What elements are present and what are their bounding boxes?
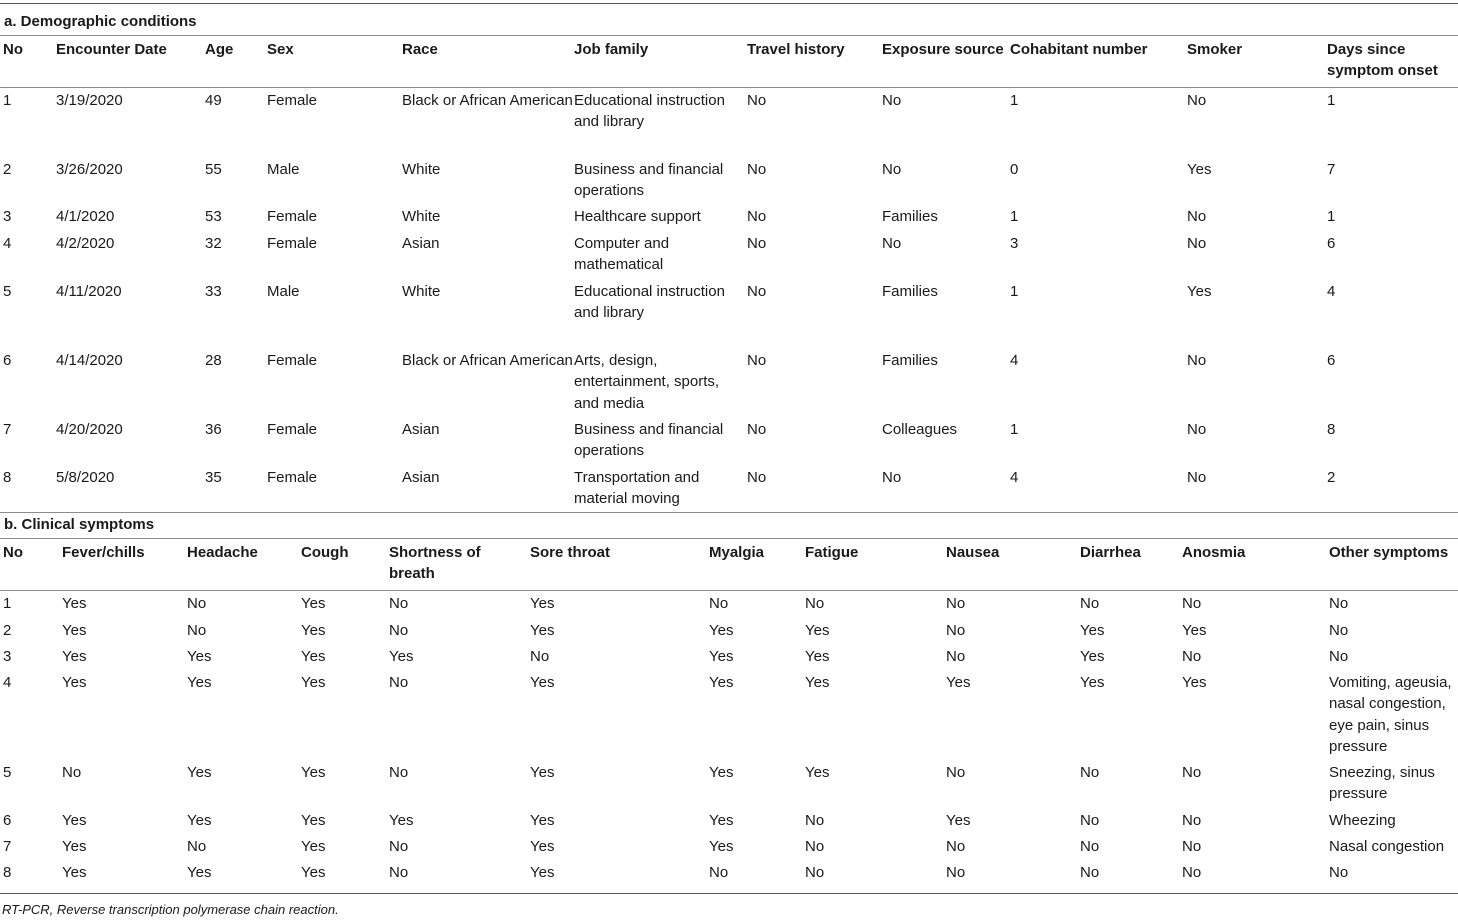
table-cell: 6 (3, 812, 12, 829)
table-cell: No (389, 838, 409, 855)
table-cell: Nasal congestion (1329, 838, 1445, 855)
bottom-rule (0, 893, 1458, 894)
table-row (0, 862, 1458, 890)
table-cell: Yes (805, 622, 830, 639)
table-cell: Female (267, 92, 318, 109)
table-cell: Black or African American (402, 352, 573, 369)
table-cell: 1 (1010, 421, 1019, 438)
table-cell: No (1080, 595, 1100, 612)
table-cell: No (187, 622, 207, 639)
table-cell: No (946, 648, 966, 665)
table-cell: Arts, design, entertainment, sports, and media (574, 352, 720, 412)
column-header: Race (402, 38, 574, 88)
table-cell: Healthcare support (574, 208, 701, 225)
table-cell: No (1182, 838, 1202, 855)
table-cell: Yes (805, 648, 830, 665)
table-cell: No (747, 421, 767, 438)
table-cell: No (805, 864, 825, 881)
table-cell: Yes (187, 674, 212, 691)
table-cell: Yes (62, 838, 87, 855)
table-cell: 5/8/2020 (56, 469, 115, 486)
table-cell: No (1329, 648, 1349, 665)
table-cell: No (946, 864, 966, 881)
table-cell: Female (267, 421, 318, 438)
table-cell: No (389, 864, 409, 881)
table-cell: No (882, 235, 902, 252)
table-cell: Sneezing, sinus pressure (1329, 764, 1435, 803)
table-row (0, 467, 1458, 510)
table-cell: Yes (530, 595, 555, 612)
table-cell: Male (267, 283, 300, 300)
table-cell: Black or African American (402, 92, 573, 109)
table-cell: No (747, 208, 767, 225)
table-cell: Wheezing (1329, 812, 1396, 829)
column-header: Cohabitant number (1010, 38, 1187, 88)
table-cell: White (402, 208, 441, 225)
table-cell: Yes (709, 838, 734, 855)
table-cell: No (389, 764, 409, 781)
table-cell: 4/2/2020 (56, 235, 115, 252)
column-header: Fatigue (805, 541, 946, 591)
table-cell: 5 (3, 283, 12, 300)
column-header: No (0, 541, 62, 591)
table-cell: Yes (301, 674, 326, 691)
table-cell: 7 (3, 838, 12, 855)
table-cell: 4 (1010, 469, 1019, 486)
table-row (0, 233, 1458, 281)
table-cell: 28 (205, 352, 222, 369)
table-cell: White (402, 161, 441, 178)
table-cell: No (1187, 208, 1207, 225)
table-cell: No (747, 161, 767, 178)
table-row (0, 672, 1458, 762)
table-cell: Yes (709, 674, 734, 691)
table-cell: No (946, 764, 966, 781)
column-header: Diarrhea (1080, 541, 1182, 591)
table-cell: No (946, 838, 966, 855)
table-cell: No (187, 838, 207, 855)
table-cell: No (747, 92, 767, 109)
table-row (0, 206, 1458, 233)
table-cell: No (747, 235, 767, 252)
table-cell: Business and financial operations (574, 421, 724, 460)
table-cell: 4 (1327, 283, 1336, 300)
table-row (0, 810, 1458, 836)
table-row (0, 836, 1458, 862)
table-cell: Yes (62, 674, 87, 691)
table-cell: 3 (3, 208, 12, 225)
table-cell: No (747, 469, 767, 486)
table-cell: 7 (3, 421, 12, 438)
table-cell: Yes (1080, 648, 1105, 665)
table-cell: Yes (389, 648, 414, 665)
table-cell: No (946, 622, 966, 639)
table-cell: No (805, 595, 825, 612)
table-cell: 53 (205, 208, 222, 225)
table-cell: Yes (530, 764, 555, 781)
section-b-rule (0, 538, 1458, 539)
table-row (0, 88, 1458, 160)
table-cell: 35 (205, 469, 222, 486)
table-row (0, 646, 1458, 672)
table-cell: 7 (1327, 161, 1336, 178)
demographics-table (0, 38, 1458, 510)
table-cell: Yes (62, 622, 87, 639)
table-cell: Female (267, 208, 318, 225)
section-b-title: b. Clinical symptoms (4, 516, 155, 533)
table-row (0, 762, 1458, 810)
table-row (0, 419, 1458, 467)
column-header: Exposure source (882, 38, 1010, 88)
table-cell: No (1080, 838, 1100, 855)
table-cell: Yes (530, 838, 555, 855)
table-cell: No (805, 838, 825, 855)
table-cell: No (1182, 648, 1202, 665)
table-cell: Asian (402, 421, 440, 438)
table-cell: 4 (3, 235, 12, 252)
table-cell: Yes (709, 622, 734, 639)
table-row (0, 281, 1458, 350)
table-cell: Yes (301, 812, 326, 829)
column-header: No (0, 38, 56, 88)
table-cell: Yes (389, 812, 414, 829)
table-cell: Yes (1080, 622, 1105, 639)
table-cell: No (1187, 92, 1207, 109)
table-cell: 3 (1010, 235, 1019, 252)
table-cell: 1 (1327, 208, 1336, 225)
table-cell: Yes (530, 674, 555, 691)
table-cell: No (1080, 764, 1100, 781)
table-cell: 1 (3, 92, 12, 109)
table-cell: 1 (1327, 92, 1336, 109)
table-cell: Yes (1182, 622, 1207, 639)
table-cell: 8 (1327, 421, 1336, 438)
table-row (0, 620, 1458, 646)
table-cell: Yes (301, 764, 326, 781)
table-cell: 8 (3, 469, 12, 486)
table-cell: Yes (709, 812, 734, 829)
table-cell: Yes (301, 595, 326, 612)
column-header: Job family (574, 38, 747, 88)
table-row (0, 350, 1458, 419)
table-cell: 1 (3, 595, 12, 612)
table-cell: Yes (530, 864, 555, 881)
table-cell: 55 (205, 161, 222, 178)
section-a-title: a. Demographic conditions (4, 13, 197, 30)
table-cell: 2 (3, 161, 12, 178)
table-cell: Yes (946, 812, 971, 829)
table-cell: 1 (1010, 283, 1019, 300)
table-cell: Yes (62, 648, 87, 665)
column-header: Travel history (747, 38, 882, 88)
table-cell: No (1187, 469, 1207, 486)
table-cell: Families (882, 283, 938, 300)
table-cell: Computer and mathematical (574, 235, 670, 274)
table-cell: Business and financial operations (574, 161, 724, 200)
table-cell: No (1187, 235, 1207, 252)
table-cell: No (1182, 812, 1202, 829)
table-cell: 36 (205, 421, 222, 438)
table-cell: No (1080, 864, 1100, 881)
footnote: RT-PCR, Reverse transcription polymerase chain reaction. (2, 902, 339, 917)
symptoms-table (0, 541, 1458, 890)
table-row (0, 591, 1458, 621)
column-header: Anosmia (1182, 541, 1329, 591)
table-cell: Yes (187, 864, 212, 881)
table-cell: Transportation and material moving (574, 469, 700, 508)
table-cell: 49 (205, 92, 222, 109)
table-cell: Families (882, 208, 938, 225)
table-cell: 0 (1010, 161, 1019, 178)
table-cell: 1 (1010, 208, 1019, 225)
table-cell: 3 (3, 648, 12, 665)
table-cell: Yes (187, 764, 212, 781)
table-cell: Asian (402, 469, 440, 486)
table-cell: 8 (3, 864, 12, 881)
table-cell: Yes (709, 648, 734, 665)
table-cell: No (805, 812, 825, 829)
table-cell: 4/1/2020 (56, 208, 115, 225)
table-cell: 4 (1010, 352, 1019, 369)
table-cell: Educational instruction and library (574, 92, 725, 131)
table-cell: No (1329, 622, 1349, 639)
table-cell: No (1182, 764, 1202, 781)
table-cell: 4/14/2020 (56, 352, 123, 369)
table-cell: Yes (530, 812, 555, 829)
column-header: Headache (187, 541, 301, 591)
table-cell: 6 (3, 352, 12, 369)
table-cell: Asian (402, 235, 440, 252)
table-cell: Yes (301, 648, 326, 665)
table-cell: 3/19/2020 (56, 92, 123, 109)
table-cell: No (389, 622, 409, 639)
table-cell: No (187, 595, 207, 612)
table-cell: 2 (1327, 469, 1336, 486)
table-cell: Yes (709, 764, 734, 781)
table-cell: Yes (62, 812, 87, 829)
table-cell: White (402, 283, 441, 300)
table-cell: Yes (1080, 674, 1105, 691)
table-cell: 4/11/2020 (56, 283, 122, 300)
table-row (0, 159, 1458, 206)
table-cell: No (1182, 864, 1202, 881)
column-header: Cough (301, 541, 389, 591)
table-cell: No (946, 595, 966, 612)
column-header: Sore throat (530, 541, 709, 591)
table-cell: 4/20/2020 (56, 421, 123, 438)
table-cell: Yes (62, 595, 87, 612)
table-cell: No (1329, 864, 1349, 881)
table-cell: 3/26/2020 (56, 161, 123, 178)
column-header: Sex (267, 38, 402, 88)
table-cell: 32 (205, 235, 222, 252)
table-cell: Female (267, 469, 318, 486)
column-header: Days since symptom onset (1327, 38, 1458, 88)
table-cell: Colleagues (882, 421, 958, 438)
table-cell: No (882, 92, 902, 109)
table-cell: Yes (301, 622, 326, 639)
table-cell: Yes (187, 648, 212, 665)
table-cell: 33 (205, 283, 222, 300)
table-cell: 6 (1327, 235, 1336, 252)
column-header: Smoker (1187, 38, 1327, 88)
column-header: Age (205, 38, 267, 88)
table-cell: 1 (1010, 92, 1019, 109)
table-cell: No (62, 764, 82, 781)
table-cell: Yes (530, 622, 555, 639)
table-cell: Yes (187, 812, 212, 829)
table-cell: No (747, 352, 767, 369)
table-cell: No (1187, 352, 1207, 369)
table-cell: Yes (946, 674, 971, 691)
table-cell: No (389, 595, 409, 612)
table-cell: Yes (805, 764, 830, 781)
table-cell: No (1182, 595, 1202, 612)
table-cell: Yes (805, 674, 830, 691)
table-cell: Yes (301, 838, 326, 855)
section-a-rule (0, 35, 1458, 36)
column-header: Other symptoms (1329, 541, 1458, 591)
column-header: Myalgia (709, 541, 805, 591)
table-cell: No (709, 595, 729, 612)
table-cell: No (882, 469, 902, 486)
table-cell: No (1329, 595, 1349, 612)
table-cell: No (882, 161, 902, 178)
table-cell: Male (267, 161, 300, 178)
table-cell: Educational instruction and library (574, 283, 725, 322)
table-cell: 4 (3, 674, 12, 691)
table-cell: 5 (3, 764, 12, 781)
table-cell: No (530, 648, 550, 665)
column-header: Shortness of breath (389, 541, 530, 591)
table-cell: Yes (62, 864, 87, 881)
table-cell: Yes (1182, 674, 1207, 691)
table-cell: Yes (301, 864, 326, 881)
table-cell: No (1080, 812, 1100, 829)
column-header: Fever/chills (62, 541, 187, 591)
table-cell: Yes (1187, 283, 1212, 300)
demographics-header-row (0, 38, 1458, 88)
column-header: Nausea (946, 541, 1080, 591)
table-cell: 6 (1327, 352, 1336, 369)
table-cell: No (709, 864, 729, 881)
table-cell: No (389, 674, 409, 691)
table-cell: Female (267, 352, 318, 369)
table-cell: Female (267, 235, 318, 252)
table-cell: 2 (3, 622, 12, 639)
table-cell: Vomiting, ageusia, nasal congestion, eye pain, sinus pressure (1329, 674, 1452, 755)
section-b-top-rule (0, 512, 1458, 513)
table-cell: Families (882, 352, 938, 369)
column-header: Encounter Date (56, 38, 205, 88)
table-cell: No (747, 283, 767, 300)
symptoms-header-row (0, 541, 1458, 591)
top-rule (0, 3, 1458, 4)
table-cell: Yes (1187, 161, 1212, 178)
table-cell: No (1187, 421, 1207, 438)
